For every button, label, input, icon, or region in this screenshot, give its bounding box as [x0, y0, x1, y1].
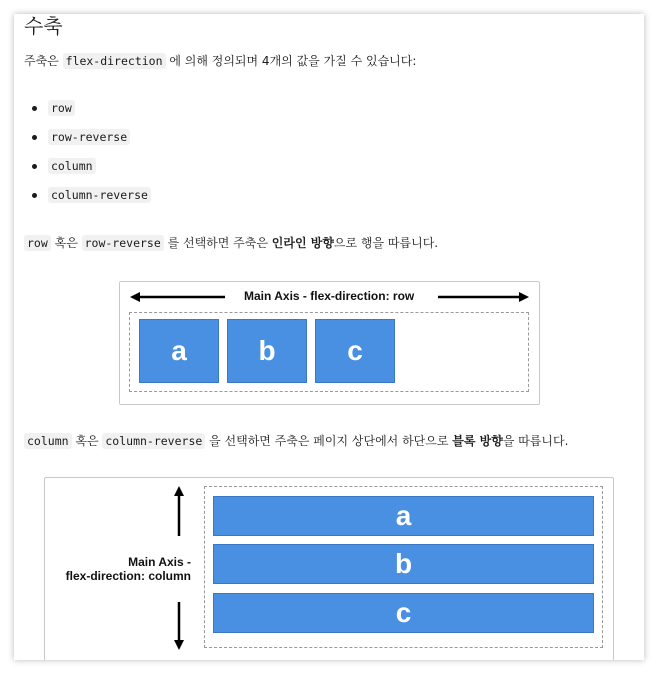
flex-direction-values-list: [32, 100, 151, 216]
column-paragraph-text: 혹은: [71, 434, 103, 448]
main-axis-column-diagram: [44, 477, 614, 660]
list-item-code: column: [48, 158, 96, 174]
intro-code: flex-direction: [63, 53, 166, 69]
row-axis-label: Main Axis - flex-direction: row: [244, 289, 415, 303]
row-paragraph: [24, 235, 438, 251]
bullet-icon: [32, 193, 37, 198]
bullet-icon: [32, 135, 37, 140]
column-code: column: [24, 433, 72, 449]
list-item: [32, 129, 151, 158]
flex-item-b: b: [227, 319, 307, 383]
flex-item-c: c: [315, 319, 395, 383]
column-axis-label: [55, 555, 191, 583]
column-axis-label-line2: flex-direction: column: [65, 569, 191, 583]
list-item-code: row-reverse: [48, 129, 130, 145]
bullet-icon: [32, 106, 37, 111]
row-code: row: [24, 235, 51, 251]
block-direction-emphasis: 블록 방향: [452, 434, 503, 448]
list-item-code: column-reverse: [48, 187, 151, 203]
flex-container-column: [204, 486, 603, 648]
row-paragraph-text: 으로 행을 따릅니다.: [333, 236, 439, 250]
column-paragraph-text: 을 선택하면 주축은 페이지 상단에서 하단으로: [205, 434, 453, 448]
flex-container-row: [129, 312, 529, 392]
bullet-icon: [32, 164, 37, 169]
inline-direction-emphasis: 인라인 방향: [271, 236, 334, 250]
flex-item-b: b: [213, 544, 594, 584]
flex-item-a: a: [139, 319, 219, 383]
column-paragraph-text: 을 따릅니다.: [502, 434, 569, 448]
flex-item-c: c: [213, 593, 594, 633]
list-item: [32, 187, 151, 216]
row-paragraph-text: 를 선택하면 주축은: [163, 236, 272, 250]
list-item: [32, 158, 151, 187]
column-reverse-code: column-reverse: [102, 433, 205, 449]
section-heading: 수축: [24, 14, 63, 38]
main-axis-row-diagram: [119, 281, 540, 405]
intro-paragraph: [24, 53, 416, 69]
row-reverse-code: row-reverse: [82, 235, 164, 251]
column-axis-label-line1: Main Axis -: [128, 555, 191, 569]
intro-prefix: 주축은: [24, 54, 63, 68]
list-item: [32, 100, 151, 129]
list-item-code: row: [48, 100, 75, 116]
flex-item-a: a: [213, 496, 594, 536]
column-paragraph: [24, 433, 568, 449]
content-card: [14, 14, 644, 660]
row-paragraph-text: 혹은: [50, 236, 82, 250]
intro-suffix: 에 의해 정의되며 4개의 값을 가질 수 있습니다:: [165, 54, 417, 68]
